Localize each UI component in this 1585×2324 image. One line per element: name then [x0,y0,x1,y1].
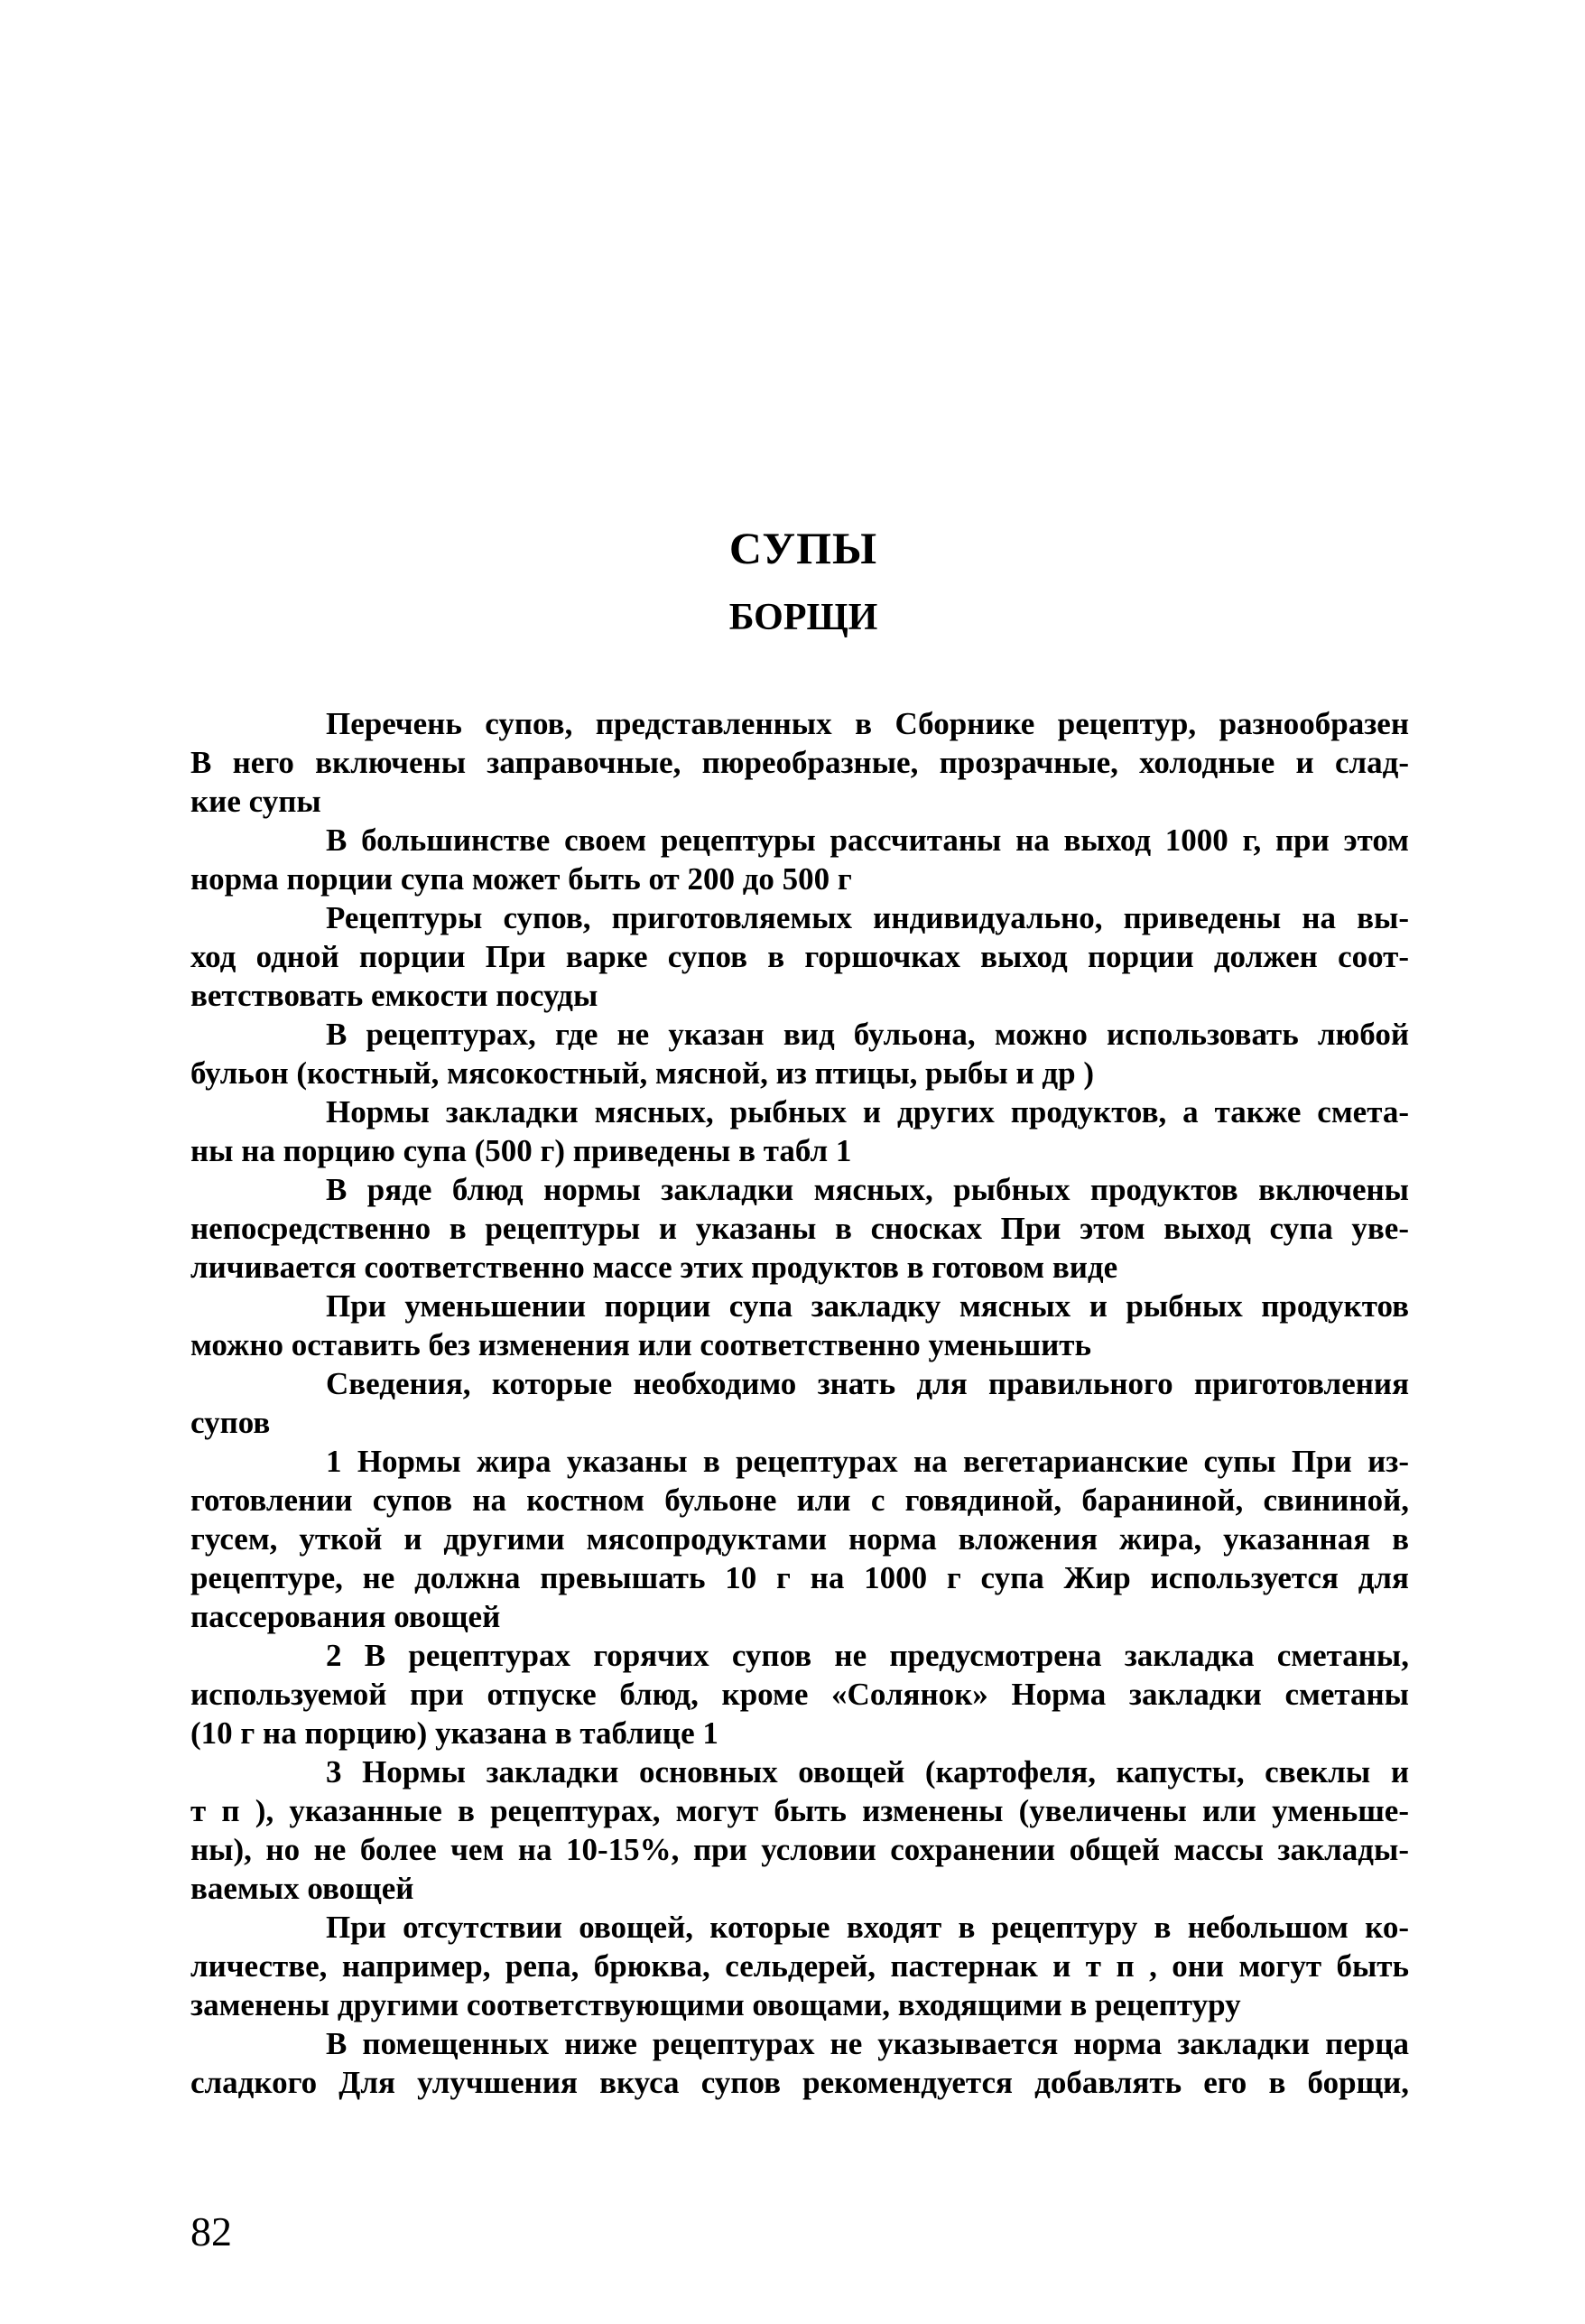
text-line: пассерования овощей [190,1599,501,1634]
text-line: При уменьшении порции супа закладку мясных и рыбных продуктов [326,1288,1409,1324]
text-line: ны), но не более чем на 10-15%, при условии сохранении общей массы заклады- [190,1832,1409,1867]
text-line: ветствовать емкости посуды [190,978,598,1013]
text-line: Перечень супов, представленных в Сборнике рецептур, разнообразен [326,706,1409,741]
text-line: личестве, например, репа, брюква, сельдерей, пастернак и т п , они могут быть [190,1948,1409,1984]
text-line: В помещенных ниже рецептурах не указывается норма закладки перца [326,2026,1409,2061]
text-line: (10 г на порцию) указана в таблице 1 [190,1715,718,1751]
text-line: В большинстве своем рецептуры рассчитаны на выход 1000 г, при этом [326,823,1409,858]
subsection-title: БОРЩИ [728,597,878,638]
text-line: ваемых овощей [190,1871,414,1906]
text-line: В ряде блюд нормы закладки мясных, рыбных продуктов включены [326,1172,1409,1207]
text-line: используемой при отпуске блюд, кроме «Солянок» Норма закладки сметаны [190,1677,1409,1712]
section-title: СУПЫ [728,523,878,573]
text-line: 1 Нормы жира указаны в рецептурах на вегетарианские супы При из- [326,1444,1409,1479]
text-line: 3 Нормы закладки основных овощей (картофеля, капусты, свеклы и [326,1754,1409,1789]
text-line: В рецептурах, где не указан вид бульона, можно использовать любой [326,1017,1409,1052]
text-line: рецептуре, не должна превышать 10 г на 1000 г супа Жир используется для [190,1560,1409,1595]
text-line: сладкого Для улучшения вкуса супов рекомендуется добавлять его в борщи, [190,2065,1409,2100]
text-line: готовлении супов на костном бульоне или с говядиной, бараниной, свининой, [190,1483,1409,1518]
text-line: гусем, уткой и другими мясопродуктами норма вложения жира, указанная в [190,1521,1409,1557]
text-line: бульон (костный, мясокостный, мясной, из птицы, рыбы и др ) [190,1055,1095,1091]
text-line: можно оставить без изменения или соответственно уменьшить [190,1327,1091,1362]
text-line: Рецептуры супов, приготовляемых индивидуально, приведены на вы- [326,900,1409,935]
text-line: личивается соответственно массе этих продуктов в готовом виде [190,1250,1118,1285]
text-line: норма порции супа может быть от 200 до 500 г [190,861,852,897]
text-line: заменены другими соответствующими овощами, входящими в рецептуру [190,1987,1241,2022]
body-text [190,704,1409,2102]
text-line: В него включены заправочные, пюреобразные, прозрачные, холодные и слад- [190,745,1409,780]
text-line: кие супы [190,784,321,819]
text-line: супов [190,1405,271,1440]
text-line: непосредственно в рецептуры и указаны в сносках При этом выход супа уве- [190,1211,1409,1246]
text-line: ны на порцию супа (500 г) приведены в табл 1 [190,1133,852,1168]
page-number: 82 [190,2208,232,2254]
text-line: ход одной порции При варке супов в горшочках выход порции должен соот- [190,939,1409,974]
text-line: Сведения, которые необходимо знать для правильного приготовления [326,1366,1409,1401]
text-line: При отсутствии овощей, которые входят в рецептуру в небольшом ко- [326,1910,1409,1945]
text-line: т п ), указанные в рецептурах, могут быть изменены (увеличены или уменьше- [190,1793,1409,1828]
text-line: Нормы закладки мясных, рыбных и других продуктов, а также смета- [326,1094,1409,1129]
text-line: 2 В рецептурах горячих супов не предусмотрена закладка сметаны, [326,1638,1409,1673]
